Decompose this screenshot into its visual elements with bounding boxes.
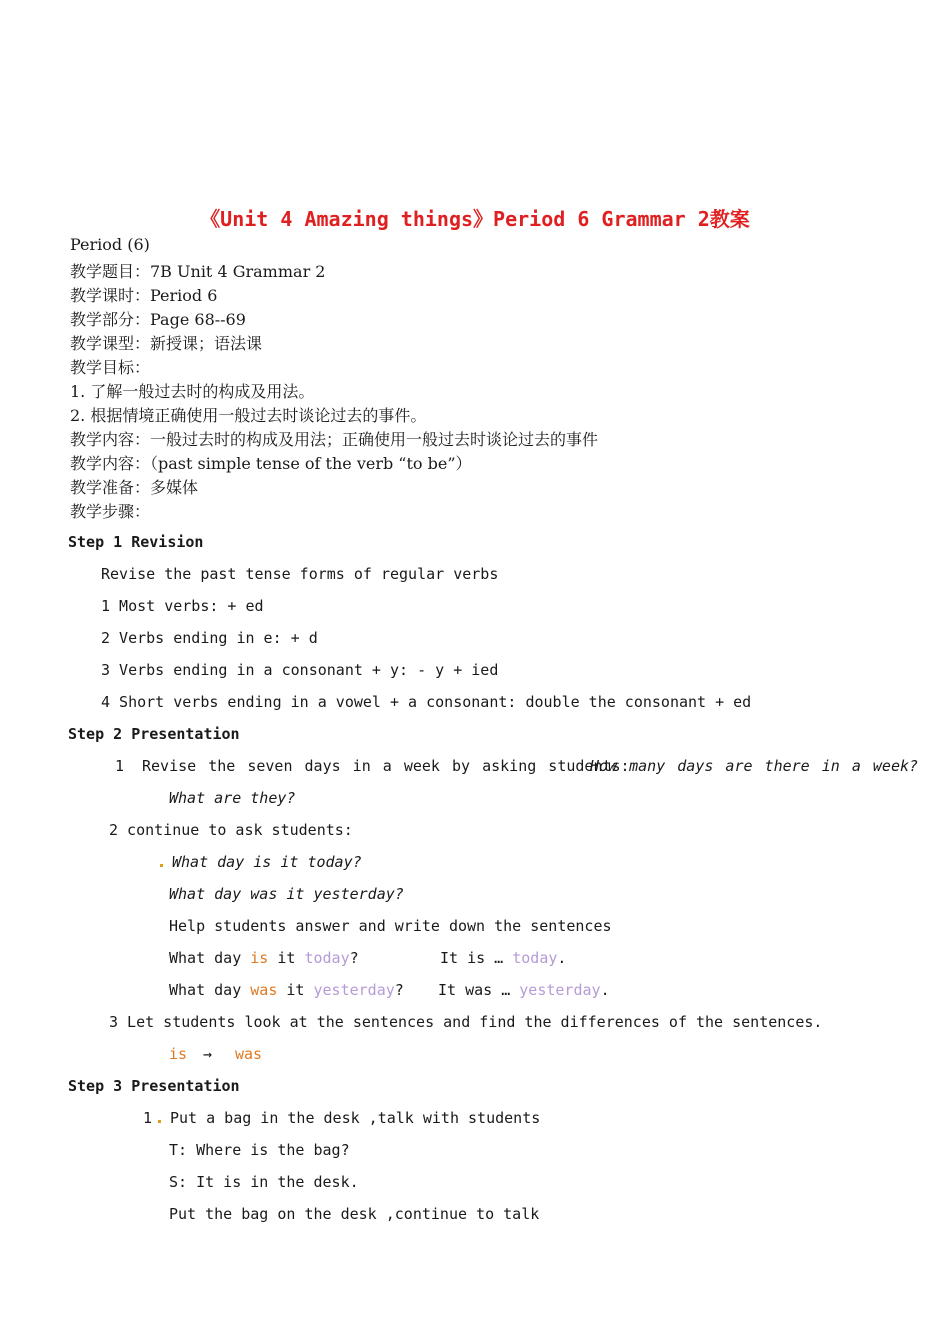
- row2-part-c: it: [277, 981, 314, 999]
- topic-line: 教学题目：7B Unit 4 Grammar 2: [70, 262, 326, 281]
- row2-yesterday: yesterday: [313, 981, 395, 999]
- step3-item-1-number: 1: [143, 1109, 153, 1127]
- goal-2: 2. 根据情境正确使用一般过去时谈论过去的事件。: [70, 406, 427, 425]
- is-word: is: [169, 1045, 188, 1063]
- row1-question-mark: ?: [349, 949, 359, 967]
- step1-item-4: 4 Short verbs ending in a vowel + a consonant: double the consonant + ed: [101, 693, 752, 711]
- row1-part-a: What day: [169, 949, 251, 967]
- sentence-row-present: [169, 949, 359, 967]
- continue-line: Put the bag on the desk ,continue to talk: [169, 1205, 540, 1223]
- row2-answer-yesterday: yesterday: [519, 981, 601, 999]
- step2-item-2: 2 continue to ask students:: [109, 821, 353, 839]
- row1-answer: It is …: [440, 949, 513, 967]
- question-yesterday: What day was it yesterday?: [169, 885, 404, 903]
- step1-item-2: 2 Verbs ending in e: + d: [101, 629, 318, 647]
- step3-item-1: Put a bag in the desk ,talk with students: [170, 1109, 541, 1127]
- sentence-row-past: [169, 981, 404, 999]
- step2-item-1-number: 1: [115, 757, 125, 775]
- lesson-line: 教学课时：Period 6: [70, 286, 218, 305]
- row2-answer: It was …: [438, 981, 520, 999]
- step2-item-1-question: How many days are there in a week?: [590, 757, 919, 775]
- goals-label: 教学目标：: [70, 358, 151, 377]
- teacher-line: T: Where is the bag?: [169, 1141, 350, 1159]
- period-line: Period (6): [70, 235, 150, 254]
- comma-mark: [158, 1120, 161, 1123]
- student-line: S: It is in the desk.: [169, 1173, 359, 1191]
- step1-intro: Revise the past tense forms of regular verbs: [101, 565, 499, 583]
- row2-question-mark: ?: [394, 981, 404, 999]
- row1-answer-today: today: [512, 949, 558, 967]
- bullet-mark: [160, 864, 163, 867]
- row1-part-c: it: [268, 949, 305, 967]
- row1-today: today: [304, 949, 350, 967]
- help-line: Help students answer and write down the sentences: [169, 917, 612, 935]
- step2-item-3: 3 Let students look at the sentences and find the differences of the sentences.: [109, 1013, 823, 1031]
- steps-label: 教学步骤：: [70, 502, 151, 521]
- prep-line: 教学准备：多媒体: [70, 478, 199, 497]
- arrow-icon: →: [203, 1045, 213, 1063]
- step2-heading: Step 2 Presentation: [68, 725, 240, 743]
- row2-verb-was: was: [250, 981, 278, 999]
- answer-row-past: [438, 981, 610, 999]
- answer-row-present: [440, 949, 566, 967]
- content-line-2: 教学内容：（past simple tense of the verb “to be”）: [70, 454, 472, 473]
- row2-period: .: [600, 981, 610, 999]
- step2-item-1-text: Revise the seven days in a week by asking students:: [142, 757, 630, 775]
- type-line: 教学课型：新授课；语法课: [70, 334, 263, 353]
- step1-heading: Step 1 Revision: [68, 533, 204, 551]
- row1-period: .: [557, 949, 567, 967]
- was-word: was: [235, 1045, 263, 1063]
- goal-1: 1. 了解一般过去时的构成及用法。: [70, 382, 315, 401]
- row1-verb-is: is: [250, 949, 269, 967]
- row2-part-a: What day: [169, 981, 251, 999]
- step1-item-1: 1 Most verbs: + ed: [101, 597, 264, 615]
- step1-item-3: 3 Verbs ending in a consonant + y: - y + ied: [101, 661, 499, 679]
- question-today: What day is it today?: [172, 853, 362, 871]
- step2-item-1-question-2: What are they?: [169, 789, 296, 807]
- page-title: 《Unit 4 Amazing things》Period 6 Grammar 2教案: [200, 207, 750, 231]
- part-line: 教学部分：Page 68--69: [70, 310, 246, 329]
- step3-heading: Step 3 Presentation: [68, 1077, 240, 1095]
- content-line-1: 教学内容：一般过去时的构成及用法；正确使用一般过去时谈论过去的事件: [70, 430, 599, 449]
